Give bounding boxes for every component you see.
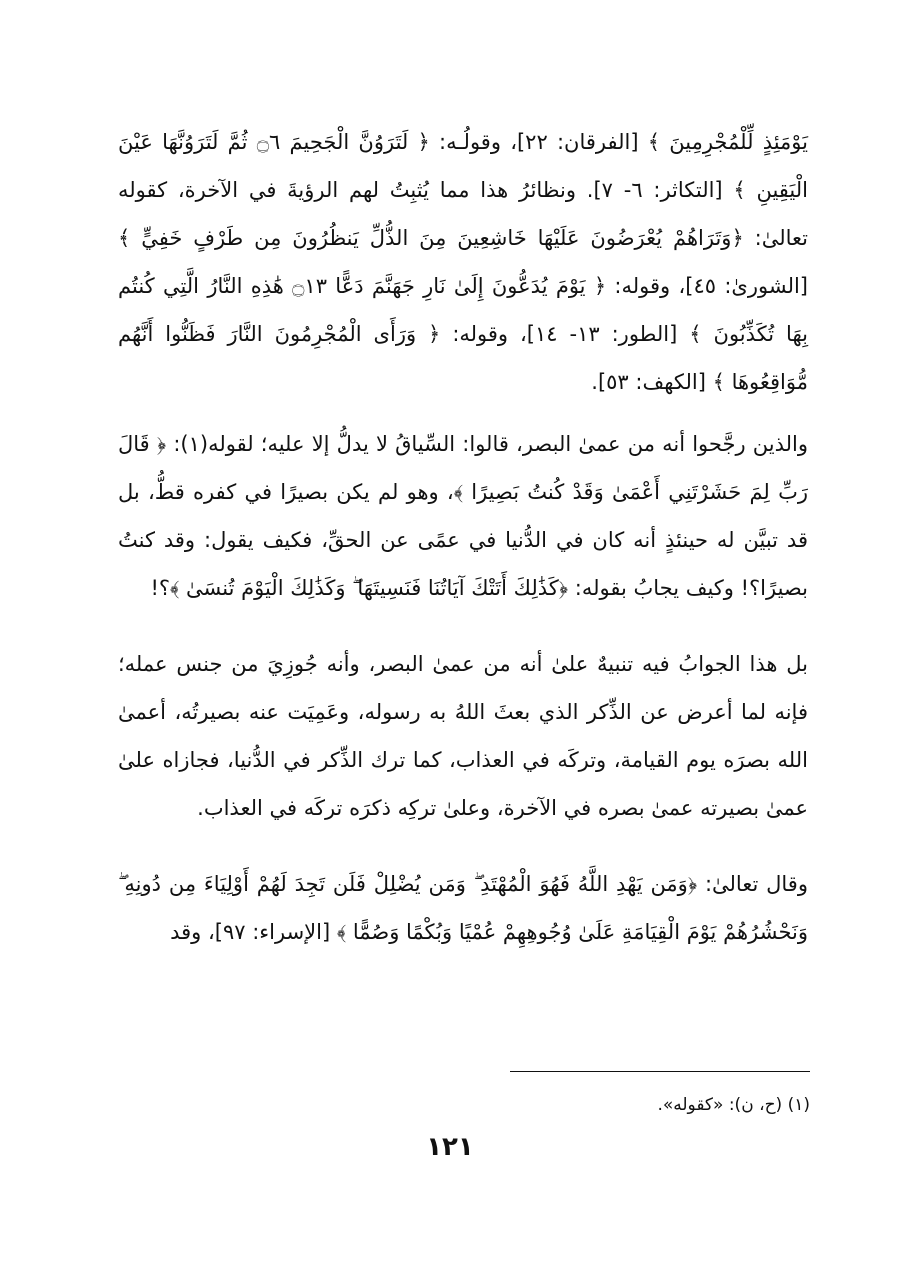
paragraph-2: والذين رجَّحوا أنه من عمىٰ البصر، قالوا: السِّياقُ لا يدلُّ إلا عليه؛ لقوله(١): ﴿ قَالَ رَبِّ لِمَ حَشَرْتَنِي أَعْمَىٰ وَقَدْ كُنتُ بَصِيرًا ﴾، وهو لم يكن بصيرًا في كفره قطُّ، بل قد تبيَّن له حينئذٍ أنه كان في الدُّنيا في عمًى عن الحقِّ، فكيف يقول: وقد كنتُ بصيرًا؟! وكيف يجابُ بقوله: ﴿كَذَٰلِكَ أَتَتْكَ آيَاتُنَا فَنَسِيتَهَا ۖ وَكَذَٰلِكَ الْيَوْمَ تُنسَىٰ ﴾؟! — [118, 432, 808, 600]
paragraph-4: وقال تعالىٰ: ﴿وَمَن يَهْدِ اللَّهُ فَهُوَ الْمُهْتَدِ ۖ وَمَن يُضْلِلْ فَلَن تَجِدَ لَهُمْ أَوْلِيَاءَ مِن دُونِهِ ۖ وَنَحْشُرُهُمْ يَوْمَ الْقِيَامَةِ عَلَىٰ وُجُوهِهِمْ عُمْيًا وَبُكْمًا وَصُمًّا ﴾ [الإسراء: ٩٧]، وقد — [118, 872, 808, 944]
paragraph-1: يَوْمَئِذٍ لِّلْمُجْرِمِينَ ﴾ [الفرقان: ٢٢]، وقولُـه: ﴿ لَتَرَوُنَّ الْجَحِيمَ ۝٦ ثُمَّ لَتَرَوُنَّهَا عَيْنَ الْيَقِينِ ﴾ [التكاثر: ٦- ٧]. ونظائرُ هذا مما يُثبِتُ لهم الرؤيةَ في الآخرة، كقوله تعالىٰ: ﴿وَتَرَاهُمْ يُعْرَضُونَ عَلَيْهَا خَاشِعِينَ مِنَ الذُّلِّ يَنظُرُونَ مِن طَرْفٍ خَفِيٍّ ﴾ [الشورىٰ: ٤٥]، وقوله: ﴿ يَوْمَ يُدَعُّونَ إِلَىٰ نَارِ جَهَنَّمَ دَعًّا ۝١٣ هَٰذِهِ النَّارُ الَّتِي كُنتُم بِهَا تُكَذِّبُونَ ﴾ [الطور: ١٣- ١٤]، وقوله: ﴿ وَرَأَى الْمُجْرِمُونَ النَّارَ فَظَنُّوا أَنَّهُم مُّوَاقِعُوهَا ﴾ [الكهف: ٥٣]. — [118, 130, 808, 394]
footnote-separator — [510, 1071, 810, 1072]
paragraph-3: بل هذا الجوابُ فيه تنبيهٌ علىٰ أنه من عمىٰ البصر، وأنه جُوزِيَ من جنس عمله؛ فإنه لما أعرض عن الذِّكر الذي بعثَ اللهُ به رسوله، وعَمِيَت عنه بصيرتُه، أعمىٰ الله بصرَه يوم القيامة، وتركَه في العذاب، كما ترك الذِّكر في الدُّنيا، فجازاه علىٰ عمىٰ بصيرته عمىٰ بصره في الآخرة، وعلىٰ تركِه ذكرَه تركَه في العذاب. — [118, 652, 808, 820]
page-number: ١٢١ — [426, 1132, 474, 1162]
page-body — [118, 118, 808, 984]
footnote: (١) (ح، ن): «كقوله». — [657, 1095, 810, 1115]
